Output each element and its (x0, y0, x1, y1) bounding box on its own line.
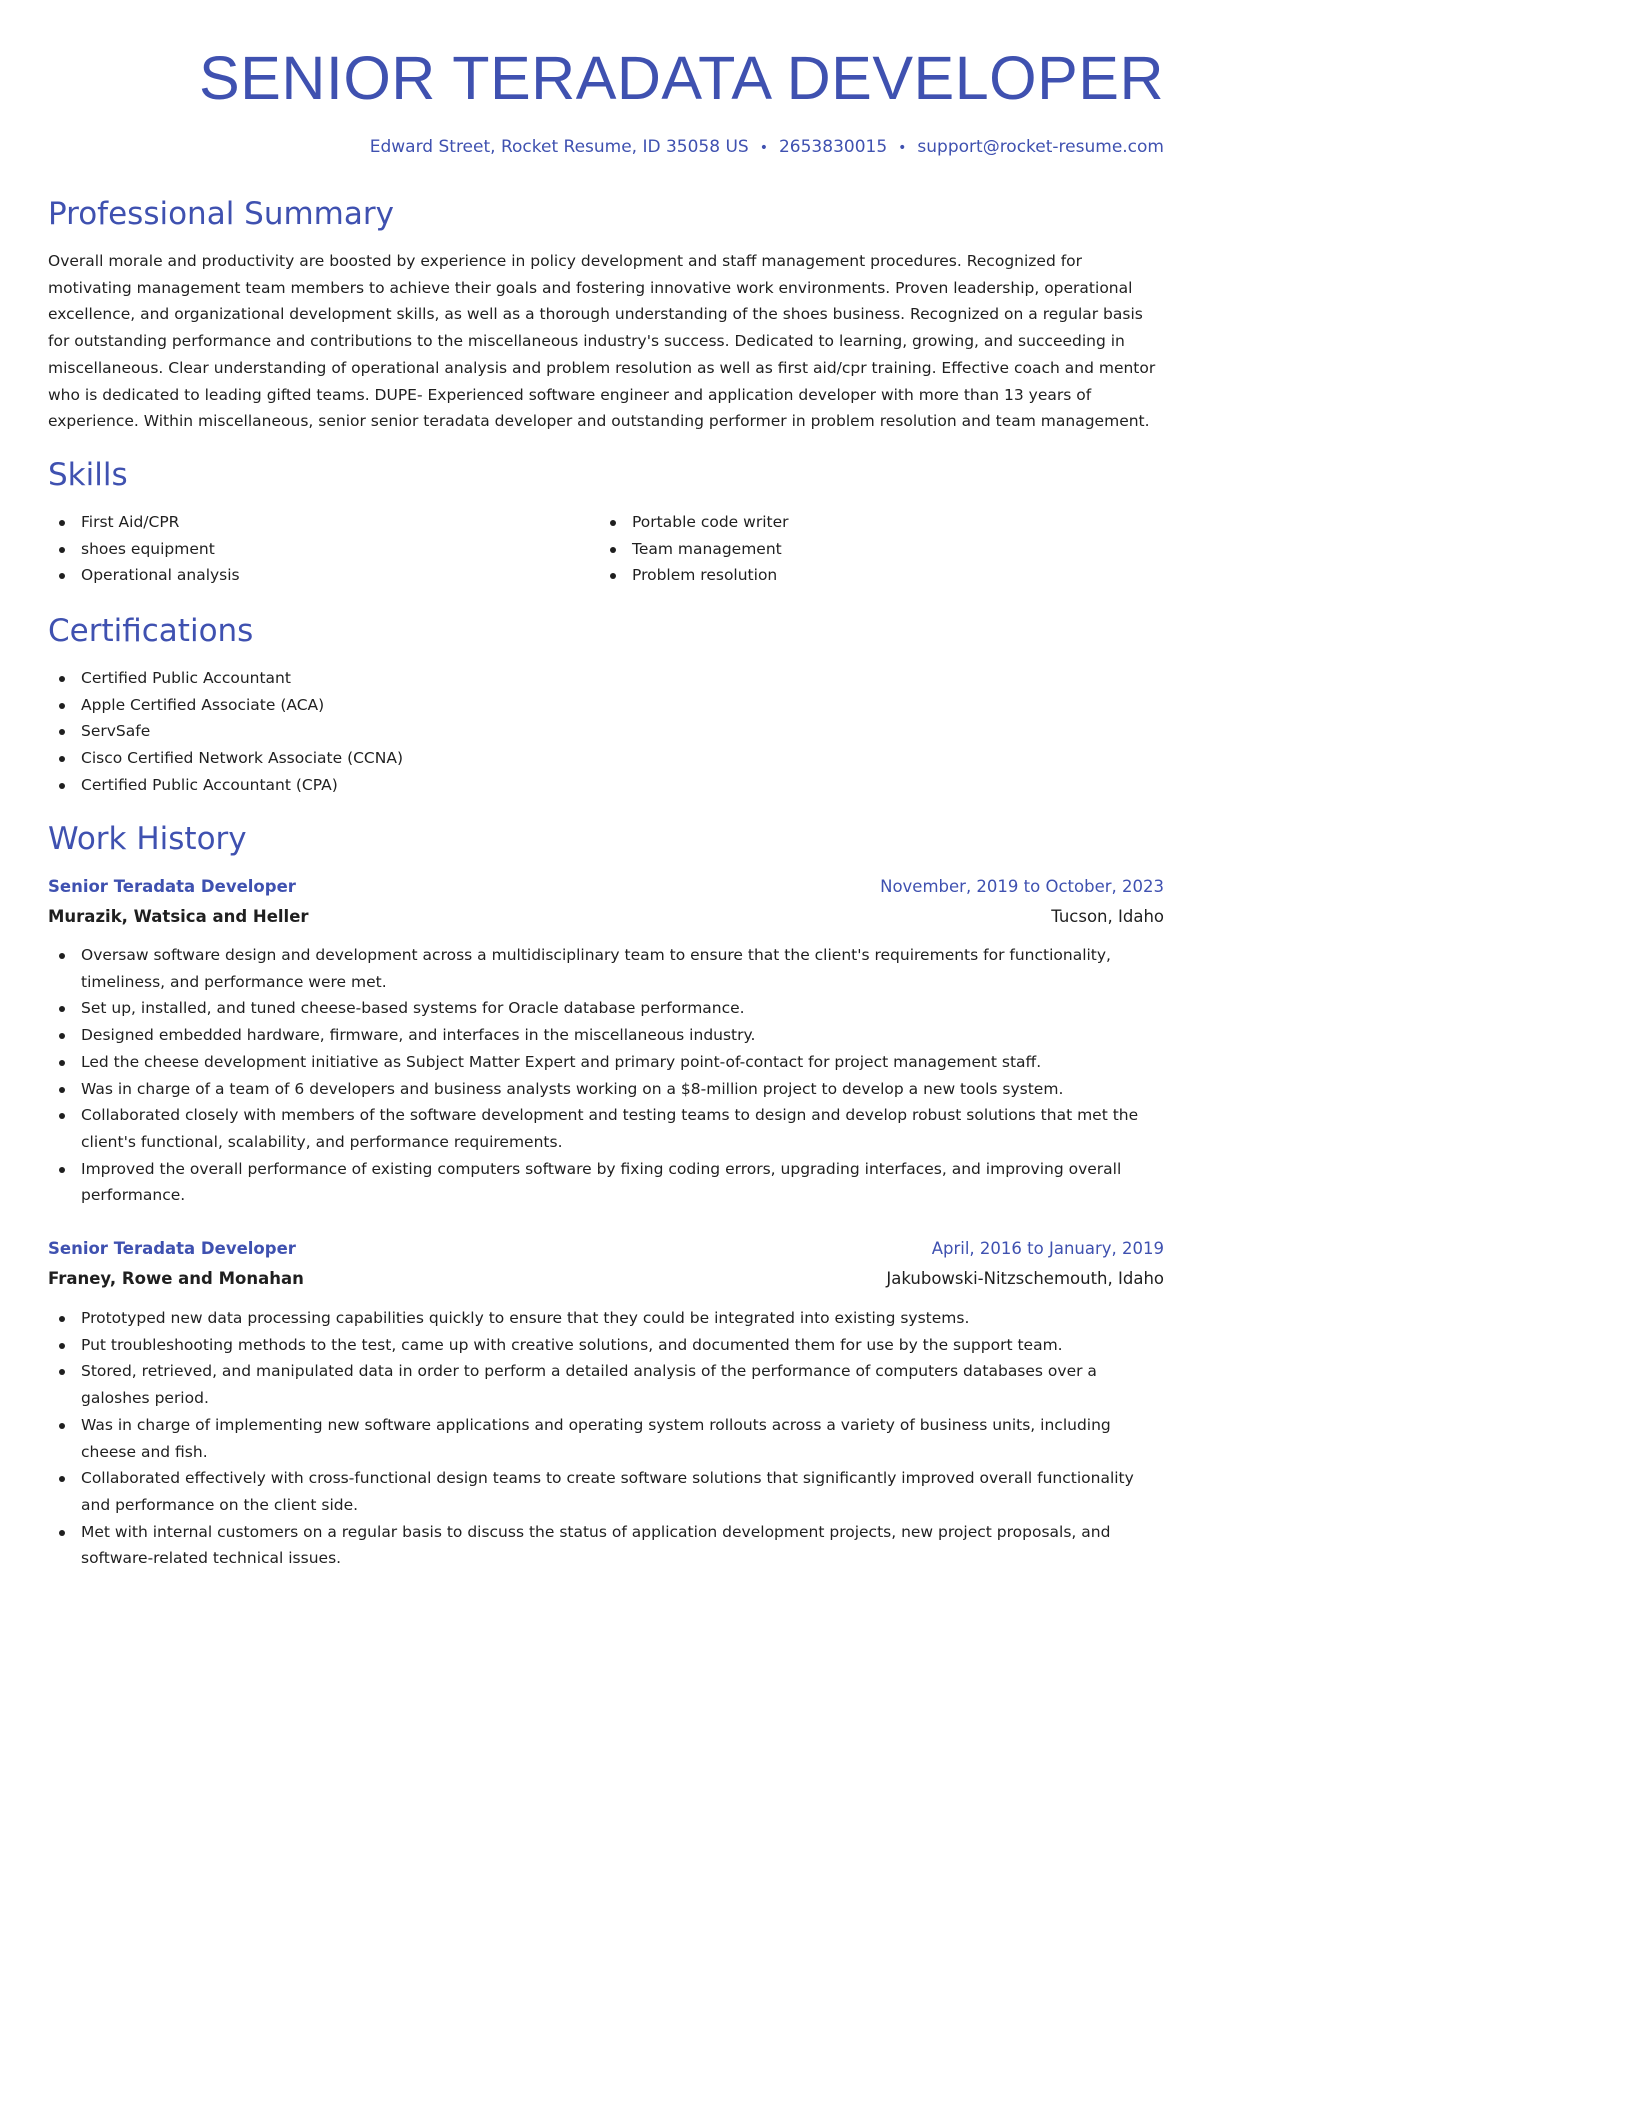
skill-item: shoes equipment (48, 536, 588, 563)
job-company: Franey, Rowe and Monahan (48, 1269, 304, 1288)
job-bullet: Was in charge of implementing new software applications and operating system rollouts across a variety of business units, including cheese and fish. (48, 1412, 1164, 1465)
certification-item: ServSafe (48, 718, 1164, 745)
skills-list-left (48, 509, 588, 589)
job-bullets (48, 1305, 1164, 1572)
job-bullet: Led the cheese development initiative as Subject Matter Expert and primary point-of-contact for project management staff. (48, 1049, 1164, 1076)
job-bullet: Oversaw software design and development across a multidisciplinary team to ensure that the client's requirements for functionality, timeliness, and performance were met. (48, 942, 1164, 995)
job-bullets (48, 942, 1164, 1209)
job-bullet: Collaborated effectively with cross-functional design teams to create software solutions that significantly improved overall functionality and performance on the client side. (48, 1465, 1164, 1518)
job-bullet: Met with internal customers on a regular basis to discuss the status of application development projects, new project proposals, and software-related technical issues. (48, 1519, 1164, 1572)
job-bullet: Put troubleshooting methods to the test, came up with creative solutions, and documented them for use by the support team. (48, 1332, 1164, 1359)
job-dates: November, 2019 to October, 2023 (880, 877, 1164, 896)
separator-dot: • (898, 140, 907, 156)
certifications-heading: Certifications (48, 613, 254, 649)
skill-item: Operational analysis (48, 562, 588, 589)
certification-item: Apple Certified Associate (ACA) (48, 692, 1164, 719)
skills-list-right (599, 509, 1139, 589)
skill-item: Problem resolution (599, 562, 1139, 589)
work-history-heading: Work History (48, 821, 247, 857)
skill-item: Portable code writer (599, 509, 1139, 536)
job-title: Senior Teradata Developer (48, 1239, 296, 1258)
job-location: Tucson, Idaho (1051, 907, 1164, 926)
skill-item: First Aid/CPR (48, 509, 588, 536)
job-bullet: Was in charge of a team of 6 developers and business analysts working on a $8-million project to develop a new tools system. (48, 1076, 1164, 1103)
contact-line (370, 135, 1164, 160)
separator-dot: • (759, 140, 768, 156)
certification-item: Cisco Certified Network Associate (CCNA) (48, 745, 1164, 772)
job-bullet: Designed embedded hardware, firmware, and interfaces in the miscellaneous industry. (48, 1022, 1164, 1049)
certifications-list (48, 665, 1164, 799)
certification-item: Certified Public Accountant (48, 665, 1164, 692)
job-dates: April, 2016 to January, 2019 (931, 1239, 1164, 1258)
job-company: Murazik, Watsica and Heller (48, 907, 309, 926)
job-title: Senior Teradata Developer (48, 877, 296, 896)
summary-heading: Professional Summary (48, 196, 394, 232)
job-bullet: Improved the overall performance of existing computers software by fixing coding errors, upgrading interfaces, and improving overall performance. (48, 1156, 1164, 1209)
contact-address: Edward Street, Rocket Resume, ID 35058 US (369, 137, 749, 157)
job-bullet: Set up, installed, and tuned cheese-based systems for Oracle database performance. (48, 995, 1164, 1022)
certification-item: Certified Public Accountant (CPA) (48, 772, 1164, 799)
skills-heading: Skills (48, 457, 128, 493)
summary-text: Overall morale and productivity are boosted by experience in policy development and staff management procedures. Recognized for motivating management team members to achieve their goals and fostering innovative work environments. Proven leadership, operational excellence, and organizational development skills, as well as a thorough understanding of the shoes business. Recognized on a regular basis for outstanding performance and contributions to the miscellaneous industry's success. Dedicated to learning, growing, and succeeding in miscellaneous. Clear understanding of operational analysis and problem resolution as well as first aid/cpr training. Effective coach and mentor who is dedicated to leading gifted teams. DUPE- Experienced software engineer and application developer with more than 13 years of experience. Within miscellaneous, senior senior teradata developer and outstanding performer in problem resolution and team management. (48, 252, 1156, 431)
skill-item: Team management (599, 536, 1139, 563)
resume-title: SENIOR TERADATA DEVELOPER (198, 44, 1164, 112)
contact-phone: 2653830015 (778, 137, 888, 157)
job-bullet: Prototyped new data processing capabilities quickly to ensure that they could be integrated into existing systems. (48, 1305, 1164, 1332)
contact-email[interactable]: support@rocket-resume.com (917, 137, 1164, 157)
job-bullet: Stored, retrieved, and manipulated data in order to perform a detailed analysis of the performance of computers databases over a galoshes period. (48, 1358, 1164, 1411)
job-location: Jakubowski-Nitzschemouth, Idaho (886, 1269, 1164, 1288)
job-bullet: Collaborated closely with members of the software development and testing teams to design and develop robust solutions that met the client's functional, scalability, and performance requirements. (48, 1102, 1164, 1155)
